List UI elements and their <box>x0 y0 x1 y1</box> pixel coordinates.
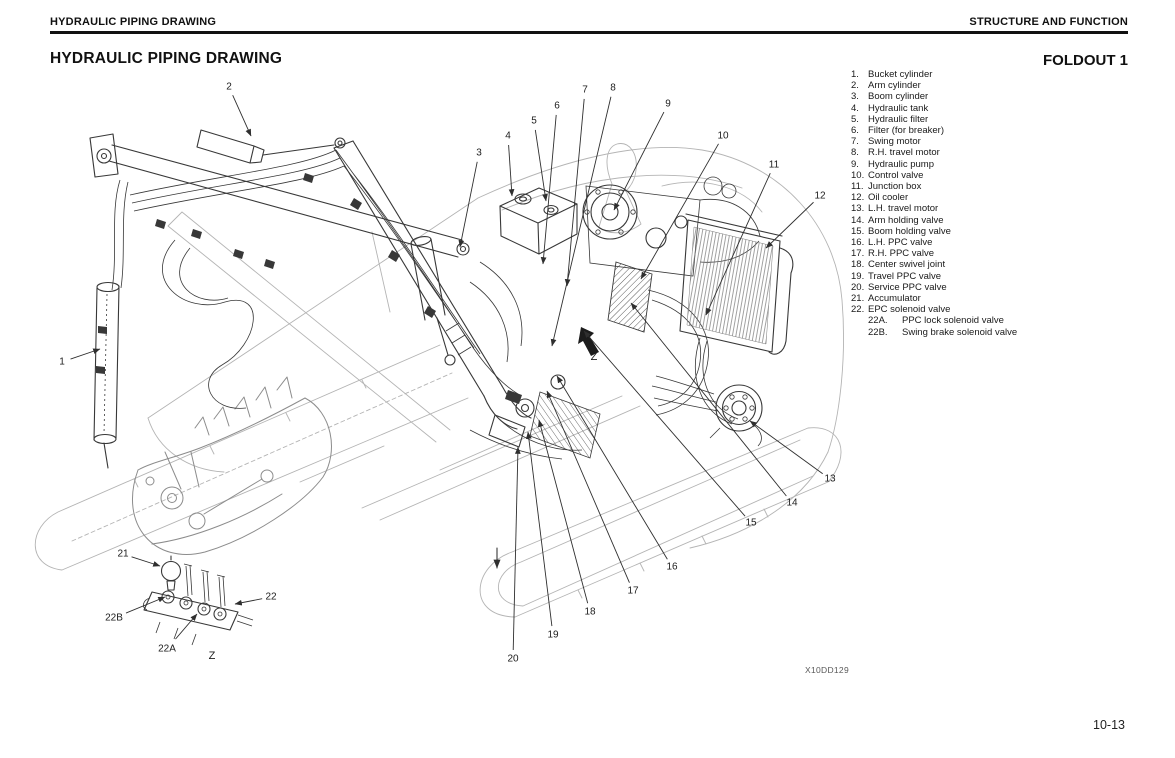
accumulator <box>162 562 181 581</box>
legend-item-number: 3. <box>851 91 859 103</box>
callout-label-22A: 22A <box>158 643 176 655</box>
legend-item-number: 9. <box>851 158 859 170</box>
bucket-teeth <box>195 377 292 435</box>
valve-cluster <box>470 375 600 459</box>
oil-cooler <box>680 214 793 424</box>
legend-item-number: 14. <box>851 214 865 226</box>
callout-label-14: 14 <box>786 497 798 509</box>
callout-label-18: 18 <box>584 606 596 618</box>
legend-item-label: Hydraulic filter <box>868 113 929 125</box>
callout-label-21: 21 <box>117 548 129 560</box>
view-label-z: Z <box>590 351 598 363</box>
legend-item-number: 19. <box>851 270 865 282</box>
callout-label-11: 11 <box>768 159 780 171</box>
callout-leader-4 <box>509 145 512 196</box>
legend-item-label: Arm holding valve <box>868 214 944 226</box>
legend-item-number: 2. <box>851 80 859 92</box>
legend-item-number: 13. <box>851 203 865 215</box>
callout-leader-9 <box>614 112 664 210</box>
legend-item-number: 10. <box>851 169 865 181</box>
legend-item-label: PPC lock solenoid valve <box>902 315 1004 327</box>
callout-leader-3 <box>460 162 477 247</box>
legend-item-label: Arm cylinder <box>868 80 921 92</box>
callout-label-6: 6 <box>554 100 560 112</box>
legend-item-label: Center swivel joint <box>868 259 946 271</box>
legend-item-number: 6. <box>851 125 859 137</box>
legend-item-number: 18. <box>851 259 865 271</box>
arm-cylinder <box>197 130 345 163</box>
callout-leader-7 <box>567 99 584 286</box>
legend-item-number: 11. <box>851 181 864 193</box>
legend-item-label: Bucket cylinder <box>868 69 933 80</box>
legend-item-label: EPC solenoid valve <box>868 304 951 316</box>
machine-ghost-outline <box>148 144 844 548</box>
legend-item-number: 21. <box>851 293 865 305</box>
callout-label-22B: 22B <box>105 612 123 624</box>
callout-leader-2 <box>233 95 251 136</box>
legend-item-label: Junction box <box>868 181 922 193</box>
callout-label-9: 9 <box>665 98 671 110</box>
callout-leader-5 <box>535 130 546 201</box>
legend-item-number: 22B. <box>868 326 888 338</box>
crawler-tracks <box>35 345 841 617</box>
callout-label-15: 15 <box>745 517 757 529</box>
callout-label-4: 4 <box>505 130 511 142</box>
callout-label-20: 20 <box>507 653 519 665</box>
legend-item-label: L.H. PPC valve <box>868 237 933 249</box>
legend-item-label: Hydraulic pump <box>868 158 934 170</box>
callout-label-1: 1 <box>59 356 65 368</box>
running-header-right: STRUCTURE AND FUNCTION <box>969 16 1128 28</box>
legend-item-label: Swing motor <box>868 136 921 148</box>
legend-item-number: 16. <box>851 237 865 249</box>
legend-item-number: 17. <box>851 248 865 260</box>
callout-leader-12 <box>766 202 814 248</box>
running-header-left: HYDRAULIC PIPING DRAWING <box>50 16 217 28</box>
legend-item-number: 15. <box>851 225 865 237</box>
legend-item-label: Service PPC valve <box>868 281 947 293</box>
detail-view-z <box>143 556 253 645</box>
legend-item-label: Boom cylinder <box>868 91 929 103</box>
bucket-cylinder <box>94 283 119 469</box>
callout-label-22: 22 <box>265 591 277 603</box>
callout-leader-21 <box>132 557 160 566</box>
callout-leader-8 <box>552 97 611 346</box>
legend-item-label: R.H. PPC valve <box>868 248 934 260</box>
legend-item-label: Swing brake solenoid valve <box>902 326 1018 338</box>
callout-label-17: 17 <box>627 585 639 597</box>
legend-item-number: 8. <box>851 147 859 159</box>
callout-label-12: 12 <box>814 190 826 202</box>
legend-item-label: L.H. travel motor <box>868 203 939 215</box>
legend-item-number: 22. <box>851 304 865 316</box>
callout-leader-19 <box>528 432 552 626</box>
legend-item-number: 7. <box>851 136 859 148</box>
travel-motor <box>652 376 762 446</box>
boom <box>334 141 531 429</box>
legend-item-number: 1. <box>851 69 859 80</box>
callout-label-7: 7 <box>582 84 588 96</box>
foldout-label: FOLDOUT 1 <box>1043 52 1128 69</box>
legend-item-label: Oil cooler <box>868 192 909 204</box>
callout-label-19: 19 <box>547 629 559 641</box>
hydraulic-tank <box>500 188 577 254</box>
callout-label-2: 2 <box>226 81 232 93</box>
legend-item-label: Boom holding valve <box>868 225 951 237</box>
legend-item-label: Hydraulic tank <box>868 102 929 114</box>
callout-label-10: 10 <box>717 130 729 142</box>
legend-item-number: 5. <box>851 113 859 125</box>
callout-label-16: 16 <box>666 561 678 573</box>
legend-item-number: 12. <box>851 192 865 204</box>
view-label-z: Z <box>208 650 216 662</box>
page-number: 10-13 <box>1093 718 1125 732</box>
legend-item-label: Filter (for breaker) <box>868 125 945 137</box>
legend-item-number: 20. <box>851 281 865 293</box>
legend-item-label: Accumulator <box>868 293 921 305</box>
callout-label-8: 8 <box>610 82 616 94</box>
callout-label-3: 3 <box>476 147 482 159</box>
callout-leader-6 <box>543 115 556 264</box>
legend-item-label: R.H. travel motor <box>868 147 940 159</box>
callout-leader-22 <box>235 599 262 604</box>
callout-leader-16 <box>557 376 667 559</box>
figure-code: X10DD129 <box>805 665 849 675</box>
page-title: HYDRAULIC PIPING DRAWING <box>50 50 283 67</box>
callout-label-5: 5 <box>531 115 537 127</box>
legend-item-label: Travel PPC valve <box>868 270 942 282</box>
solenoid-valve-manifold <box>144 592 238 630</box>
callout-leader-20 <box>513 447 518 650</box>
legend-item-number: 4. <box>851 102 859 114</box>
callout-label-13: 13 <box>824 473 836 485</box>
legend-item-number: 22A. <box>868 315 888 327</box>
callout-layer <box>59 82 836 665</box>
legend-item-label: Control valve <box>868 169 924 181</box>
